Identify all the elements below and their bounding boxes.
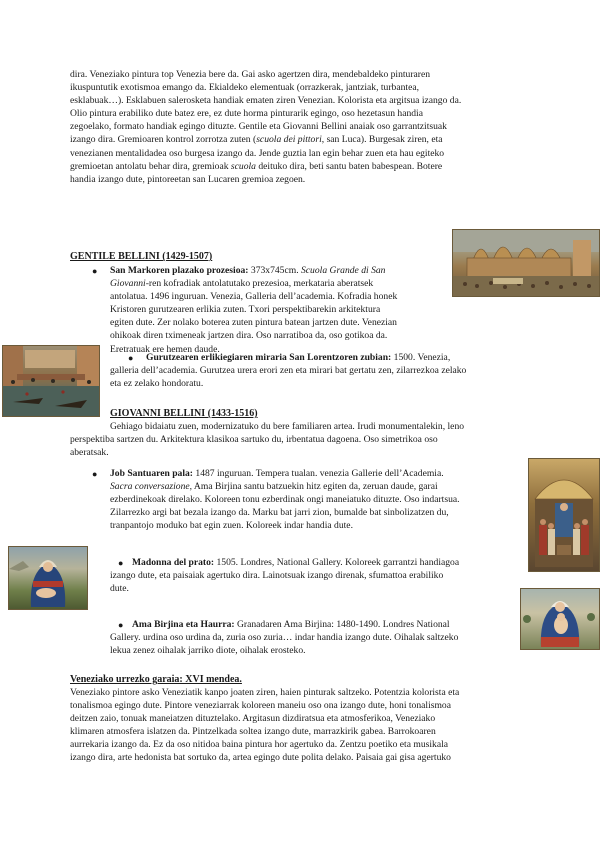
intro-paragraph: [70, 68, 530, 186]
madonna-child-image: [520, 588, 600, 650]
giovanni-intro: Gehiago bidaiatu zuen, modernizatuko du bere familiaren artea. Irudi monumentalekin, leno perspektiba sartzen du. Arkitektura klasikoa sartuko du, irbentatua dagoena. Oso simetrikoa oso aberatsak.: [70, 421, 465, 459]
intro-line: venezianen mentalidadea oso burgesa izango da. Jende guztia lan egin behar zuen eta hau egiteko: [70, 147, 445, 159]
xvi-heading: Veneziako urrezko garaia: XVI mendea.: [70, 674, 242, 685]
gentile-heading: GENTILE BELLINI (1429-1507): [70, 251, 213, 262]
giovanni-item-job: Job Santuaren pala: 1487 inguruan. Tempera tualan. venezia Gallerie dell’Academia. Sacra conversazione, Ama Birjina santu batzuekin hitz egiten da, zeruan daude, garai ezberdinekoak direlako. Koloreen tonu ezberdinak ongi maneiatuko dituzte. Oso indartsua. Zilarrezko argi bat bezala izango da. Marku bat jarri zion, bumalde bat sinbolizatzen du, tranpantojo moduko bat egin zuen. Koloreek indar handia dute.: [110, 468, 460, 532]
giovanni-heading: GIOVANNI BELLINI (1433-1516): [110, 408, 258, 419]
intro-line: Olio pintura erabiliko dute batez ere, ez dute horma pinturarik egingo, oso hezetasun handia: [70, 108, 423, 120]
giovanni-item-madonna-child: Ama Birjina eta Haurra: Granadaren Ama Birjina: 1480-1490. Londres National Gallery. urdina oso urdina da, zuria oso zuria… indar handia izango dute. Oihalak saltzeko lekua zenez oihalak jarriko diote, oihalak erosteko.: [110, 619, 459, 657]
intro-line: gremioetan antolatu behar dira, gremioak scuola deituko dira, beti santu baten babespean. Botere: [70, 160, 443, 172]
job-altarpiece-image: [528, 458, 600, 572]
bullet: ●: [118, 558, 124, 568]
item-title: San Markoren plazako prozesioa:: [110, 265, 249, 276]
bullet: ●: [118, 620, 124, 630]
bullet: ●: [128, 353, 134, 363]
item-title: Job Santuaren pala:: [110, 468, 193, 479]
intro-line: handia izango dute, pintoreetan san Lucaren gremioa zegoen.: [70, 173, 306, 185]
gentile-item-miracle: Gurutzearen erlikiegiaren miraria San Lorentzoren zubian: 1500. Venezia, galleria dell’academia. Gurutzea urera erori zen eta mirari bat gertatu zen, zilarrezkoa zelako eta ez zelako hondoratu.: [110, 352, 467, 390]
madonna-prato-image: [8, 546, 88, 610]
item-title: Ama Birjina eta Haurra:: [132, 619, 235, 630]
bullet: ●: [92, 469, 98, 479]
item-title: Madonna del prato:: [132, 557, 215, 568]
giovanni-item-madonna-prato: Madonna del prato: 1505. Londres, National Gallery. Koloreek garrantzi handiagoa izango dute, eta paisaiak agertuko dira. Lainotsuak izango direnak, sfumattoa erabiliko dute.: [110, 557, 460, 595]
miracle-cross-painting-image: [2, 345, 100, 417]
procession-painting-image: [452, 229, 600, 297]
intro-line: ikuspuntutik exotismoa emango da. Ekialdeko elementuak (orrazkerak, jantziak, turbanteа,: [70, 82, 419, 94]
xvi-paragraph: Veneziako pintore asko Veneziatik kanpo joaten ziren, haien pinturak saltzeko. Potentzia kolorista eta tonalismoa egingo dute. Pintore veneziarrak koloreen maneiu oso ona izango dute, honi tonalismoa deitzen zaio, tonuak maneiatzen dituztelako. Argitasun dizdiratsua eta atmosferikoa, Veneziako klimaren atmosfera islatzen da. Pintzelkada soltea izango dute, marrazkirik gabea. Barrokoaren aurrekaria izango da. Ez da oso nitidoa baina pintura hor agertuko da. Zentzu poetiko eta musikala izango dira, arte hedonista bat sortuko da, artea egingo dute polita delako. Paisaia gai gisa agertuko: [70, 687, 460, 764]
intro-line: dira. Veneziako pintura top Venezia bere da. Gai asko agertzen dira, mendebaldeko pinturaren: [70, 69, 431, 80]
bullet: ●: [92, 266, 98, 276]
intro-line: zegoelako, formato handiak egingo dituzte. Gentile eta Giovanni Bellini anaiak oso garrantzitsuak: [70, 121, 447, 133]
intro-line: izango dira. Gremioaren kontrol zorrotza zuten (scuola dei pittori, san Luca). Burgesak ziren, eta: [70, 134, 443, 146]
gentile-item-procession: San Markoren plazako prozesioa: 373x745cm. Scuola Grande di San Giovanni-ren kofradiak antolatutako prezesioa, merkataria aberatsek antolatua. 1496 inguruan. Venezia, Galleria dell’academia. Kofradia honek Kristoren gurutzearen erlikia zuten. Txori perspektibarekin arkitektura egiten dute. Zer nolako boterea zuten pintura batean jartzen dute. Venezian ohikoak diren tximeneak jartzen dira. Oso narratiboa da, oso gotikoa da. Eretratuak ere hemen daude.: [110, 265, 398, 355]
item-title: Gurutzearen erlikiegiaren miraria San Lorentzoren zubian:: [146, 352, 392, 363]
intro-line: esklabuak…). Esklabuen salerosketa handiak ematen ziren Venezian. Kolorista eta argitsua izango da.: [70, 95, 462, 107]
